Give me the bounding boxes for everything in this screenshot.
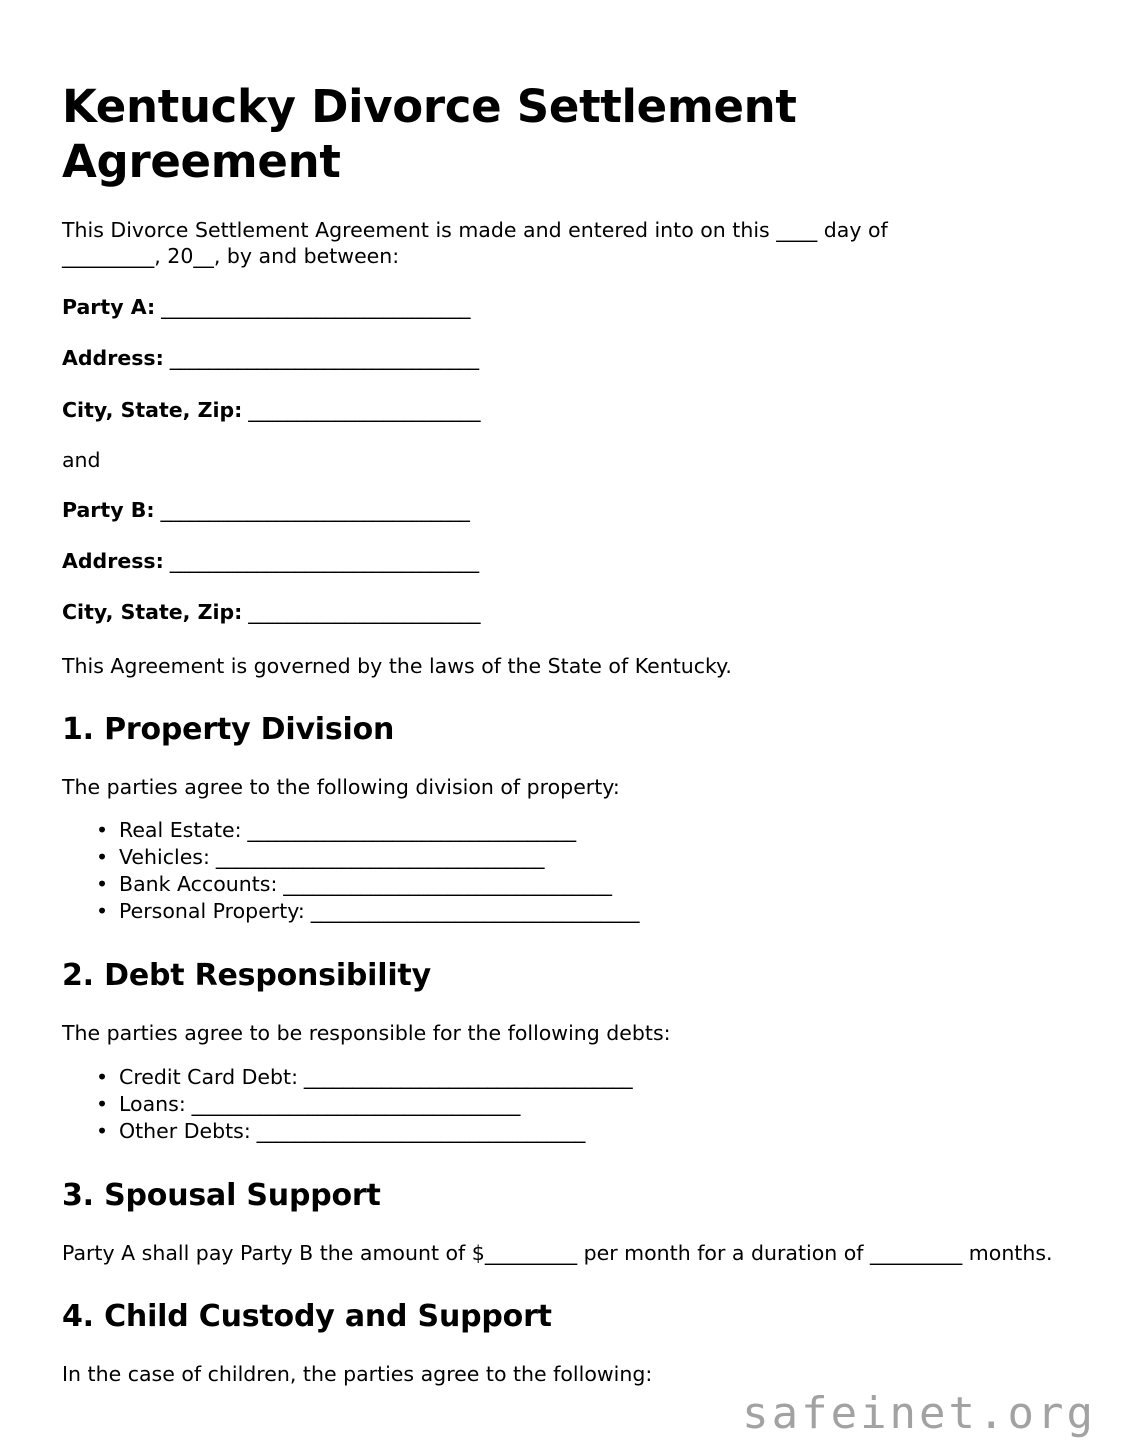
list-item-label: Other Debts: <box>119 1118 251 1143</box>
section-heading-property-division: 1. Property Division <box>62 711 395 747</box>
section-intro-debt-responsibility: The parties agree to be responsible for the following debts: <box>62 1021 671 1046</box>
list-item-blank[interactable]: __________________________________ <box>185 1091 520 1116</box>
bullet-icon: • <box>96 1091 109 1116</box>
list-item <box>96 1118 1062 1145</box>
list-item <box>96 898 1062 925</box>
party-a-name-label: Party A: <box>62 295 156 320</box>
list-item-label: Bank Accounts: <box>119 872 278 897</box>
list-item <box>96 817 1062 844</box>
debt-responsibility-list <box>62 1064 1062 1145</box>
bullet-icon: • <box>96 845 109 870</box>
bullet-icon: • <box>96 1064 109 1089</box>
list-item-blank[interactable]: __________________________________ <box>277 872 612 897</box>
party-a-name-field <box>62 294 1062 320</box>
list-item-label: Vehicles: <box>119 845 210 870</box>
party-a-name-blank[interactable]: ________________________________ <box>155 295 470 320</box>
list-item <box>96 1064 1062 1091</box>
section-heading-child-custody-support: 4. Child Custody and Support <box>62 1298 552 1334</box>
list-item-label: Loans: <box>119 1091 186 1116</box>
bullet-icon: • <box>96 872 109 897</box>
party-a-city-label: City, State, Zip: <box>62 397 243 422</box>
party-b-address-label: Address: <box>62 549 164 574</box>
list-item-label: Credit Card Debt: <box>119 1064 298 1089</box>
intro-paragraph: This Divorce Settlement Agreement is made and entered into on this ____ day of _________, 20__, by and between: <box>62 217 888 269</box>
party-b-city-field <box>62 599 1062 625</box>
list-item-blank[interactable]: __________________________________ <box>241 818 576 843</box>
section-heading-debt-responsibility: 2. Debt Responsibility <box>62 958 431 994</box>
party-a-address-blank[interactable]: ________________________________ <box>163 346 479 371</box>
list-item-blank[interactable]: __________________________________ <box>298 1064 633 1089</box>
party-a-city-blank[interactable]: ________________________ <box>242 397 480 422</box>
bullet-icon: • <box>96 1118 109 1143</box>
section-heading-spousal-support: 3. Spousal Support <box>62 1177 381 1213</box>
section-intro-property-division: The parties agree to the following division of property: <box>62 774 620 799</box>
governing-law-paragraph: This Agreement is governed by the laws of the State of Kentucky. <box>62 653 732 678</box>
list-item-label: Personal Property: <box>119 899 305 924</box>
section-paragraph-spousal-support: Party A shall pay Party B the amount of $_________ per month for a duration of _________ months. <box>62 1240 1053 1265</box>
page-title: Kentucky Divorce Settlement Agreement <box>62 80 797 188</box>
conjunction-text: and <box>62 447 101 472</box>
list-item-blank[interactable]: __________________________________ <box>304 899 639 924</box>
section-paragraph-child-custody-support: In the case of children, the parties agree to the following: <box>62 1361 653 1386</box>
site-watermark: safeinet.org <box>742 1388 1096 1439</box>
list-item <box>96 1091 1062 1118</box>
property-division-list <box>62 817 1062 925</box>
bullet-icon: • <box>96 899 109 924</box>
list-item <box>96 844 1062 871</box>
party-b-city-blank[interactable]: ________________________ <box>242 600 480 625</box>
list-item-blank[interactable]: __________________________________ <box>209 845 544 870</box>
party-a-address-field <box>62 345 1062 371</box>
party-b-name-field <box>62 497 1062 523</box>
party-a-city-field <box>62 397 1062 423</box>
party-b-name-label: Party B: <box>62 497 155 522</box>
list-item-blank[interactable]: __________________________________ <box>250 1118 585 1143</box>
list-item-label: Real Estate: <box>119 818 242 843</box>
bullet-icon: • <box>96 818 109 843</box>
list-item <box>96 871 1062 898</box>
party-b-address-blank[interactable]: ________________________________ <box>163 549 479 574</box>
party-b-city-label: City, State, Zip: <box>62 600 243 625</box>
party-b-name-blank[interactable]: ________________________________ <box>154 497 470 522</box>
party-a-address-label: Address: <box>62 346 164 371</box>
party-b-address-field <box>62 548 1062 574</box>
